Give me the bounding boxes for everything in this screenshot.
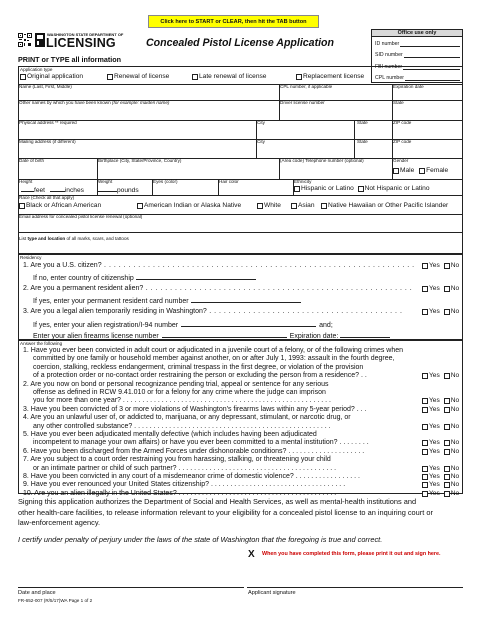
answer-q6-no-checkbox[interactable]: No [444, 448, 459, 456]
gender-field: Gender Male Female [393, 158, 449, 174]
answer-q9-yes-checkbox[interactable]: Yes [422, 481, 440, 489]
eye-color-field[interactable]: Eyes (color) [153, 179, 178, 184]
marks-scars-field[interactable]: List type and location of all marks, scars, and tattoos [19, 236, 129, 241]
residency-q2: 2. Are you a permanent resident alien? . . . . . . . . . . . . . . . . . . . . . . . . . . . . . . . . . . . . . . . . . . . . . . . . . . . . . . . [23, 285, 413, 292]
answer-q6-line: 6. Have you been discharged from the Armed Forces under dishonorable conditions? . . . . . . . . . . . . . . . . . . . . [23, 447, 365, 455]
name-field[interactable]: Name (Last, First, Middle) [19, 84, 72, 89]
pounds-label: pounds [117, 187, 139, 194]
hispanic-checkbox[interactable]: Hispanic or Latino [294, 185, 354, 193]
resident-card-label: If yes, enter your permanent resident card number [33, 298, 189, 305]
other-names-field[interactable] [18, 100, 279, 120]
race-pacific-islander-checkbox[interactable]: Native Hawaiian or Other Pacific Islander [321, 202, 448, 210]
signature-x-mark: X [248, 549, 255, 560]
height-field[interactable]: Height feet inches [19, 179, 84, 194]
race-black-checkbox[interactable]: Black or African American [19, 202, 101, 210]
answer-q2-no-checkbox[interactable]: No [444, 397, 459, 405]
answers-label: Answer the following [20, 341, 63, 346]
residency-q3: 3. Are you a legal alien temporarily residing in Washington? . . . . . . . . . . . . . . . . . . . . . . . . . . . . . . . . . . . . . . . . [23, 308, 403, 315]
answer-q5-line: incompetent to manage your own affairs) or have you ever been committed to a mental institution? . . . . . . . . [33, 439, 369, 447]
answer-q1-line: coercion, stalking, reckless endangerment, criminal trespass in the first degree, or violation of the provision [33, 363, 364, 371]
race-field: Race (Check all that apply) Black or African American American Indian or Alaska Native White Asian Native Hawaiian or Other Pacific Islander [19, 195, 449, 209]
office-field-label: SID number [375, 52, 403, 59]
renewal-checkbox[interactable]: Renewal of license [107, 73, 169, 81]
answer-q6-yes-checkbox[interactable]: Yes [422, 448, 440, 456]
office-field-2[interactable] [375, 52, 460, 58]
answer-q2-yes-checkbox[interactable]: Yes [422, 397, 440, 405]
answer-q9-line: 9. Have you ever renounced your United States citizenship? . . . . . . . . . . . . . . . . . . . . . . . . . . . . . . . . . . . [23, 481, 346, 489]
residency-q1-yes-checkbox[interactable]: Yes [422, 262, 440, 270]
answer-q3-line: 3. Have you been convicted of 3 or more violations of Washington's firearms laws within any 5-year period? . . . [23, 405, 367, 413]
qr-code-icon [18, 33, 32, 47]
answer-q4-yes-checkbox[interactable]: Yes [422, 423, 440, 431]
answer-q5-yes-checkbox[interactable]: Yes [422, 439, 440, 447]
answer-q4-line: 4. Are you an unlawful user of, or addicted to, marijuana, or any depressant, stimulant, or narcotic drug, or [23, 414, 351, 422]
agency-line2: LICENSING [46, 36, 116, 50]
answer-q1-no-checkbox[interactable]: No [444, 372, 459, 380]
cpl-number-field[interactable]: CPL number, if applicable [280, 84, 333, 89]
telephone-field[interactable]: (Area code) Telephone number (optional) [280, 158, 364, 163]
firearms-license-label: Enter your alien firearms license number [33, 333, 159, 340]
signature-line[interactable] [247, 587, 463, 588]
late-renewal-checkbox[interactable]: Late renewal of license [192, 73, 266, 81]
other-names-label: Other names by which you have been known [19, 100, 111, 105]
print-sign-warning: When you have completed this form, please print it out and sign here. [262, 551, 441, 557]
form-number: FR-652-007 (R/5/17)WA Page 1 of 2 [18, 598, 93, 603]
physical-address-field[interactable]: Physical address ** required [19, 120, 77, 125]
answer-q3-yes-checkbox[interactable]: Yes [422, 406, 440, 414]
answer-q5-no-checkbox[interactable]: No [444, 439, 459, 447]
answer-q10-line: 10. Are you an alien illegally in the United States? . . . . . . . . . . . . . . . . . . . . . . . . . . . . . . . . . . . . . . . . . [23, 489, 337, 497]
answer-q3-no-checkbox[interactable]: No [444, 406, 459, 414]
answer-q8-line: 8. Have you been convicted in any court of a misdemeanor crime of domestic violence? . . . . . . . . . . . . . . . . . [23, 473, 360, 480]
mailing-zip-field[interactable]: ZIP code [393, 139, 412, 144]
physical-city-field[interactable]: City [257, 120, 265, 125]
office-use-title: Office use only [372, 30, 462, 37]
office-field-label: FBI number [375, 63, 403, 70]
residency-q2-no-checkbox[interactable]: No [444, 285, 459, 293]
original-application-checkbox[interactable]: Original application [20, 73, 83, 81]
residency-q1-no-checkbox[interactable]: No [444, 262, 459, 270]
email-field[interactable]: Email address for concealed pistol license renewal (optional) [19, 214, 143, 219]
inches-label: inches [64, 187, 84, 194]
answer-q1-line: committed by one family or household member against another, on or after July 1, 1993: assault in the fourth degree, [33, 355, 395, 363]
application-type-label: Application type [20, 67, 53, 72]
applicant-signature-label: Applicant signature [248, 590, 296, 596]
answer-q1-yes-checkbox[interactable]: Yes [422, 372, 440, 380]
residency-q2-yes-checkbox[interactable]: Yes [422, 285, 440, 293]
feet-label: feet [34, 187, 45, 194]
hair-color-field[interactable]: Hair color [219, 179, 239, 184]
alien-registration-input[interactable] [181, 320, 316, 327]
answer-q1-line: of a protection order or no-contact order restraining the person or excluding the person from a residence? . . [33, 372, 367, 380]
date-of-birth-field[interactable]: Date of birth [19, 158, 45, 163]
authorization-paragraph: Signing this application authorizes the Department of Social and Health Services, as well as mental-health institutions and other health-care facilities, to release information relevant to your eligibility for a concealed pistol license to an inquiring court or law-enforcement agency. [18, 497, 433, 528]
weight-field[interactable]: Weight pounds [98, 179, 139, 194]
answer-q8-no-checkbox[interactable]: No [444, 473, 459, 481]
not-hispanic-checkbox[interactable]: Not Hispanic or Latino [358, 185, 430, 193]
answer-q8-yes-checkbox[interactable]: Yes [422, 473, 440, 481]
answer-q7-line: 7. Are you subject to a court order restraining you from harassing, stalking, or threatening your child [23, 456, 331, 464]
print-note: PRINT or TYPE all information [18, 55, 122, 64]
mailing-city-field[interactable]: City [257, 139, 265, 144]
agency-line1: WASHINGTON STATE DEPARTMENT OF [47, 32, 124, 37]
race-white-checkbox[interactable]: White [257, 202, 281, 210]
answer-q1-line: 1. Have you ever been convicted in adult court or adjudicated in a juvenile court of a felony, or of the following crimes when [23, 347, 404, 354]
citizenship-country-input[interactable] [136, 273, 256, 280]
firearms-expiration-input[interactable] [340, 331, 390, 338]
resident-card-input[interactable] [191, 296, 301, 303]
answer-q2-line: 2. Are you now on bond or personal recognizance pending trial, appeal or sentence for any serious [23, 380, 329, 388]
answer-q10-no-checkbox[interactable]: No [444, 490, 459, 498]
answer-q4-line: any other controlled substance? . . . . . . . . . . . . . . . . . . . . . . . . . . . . . . . . . . . . . . . . . . . . . . . . . . . [33, 422, 331, 430]
office-field-label: CPL number [375, 74, 404, 81]
start-clear-button[interactable] [148, 15, 319, 28]
date-place-label: Date and place [18, 590, 56, 596]
form-title: Concealed Pistol License Application [146, 37, 334, 49]
date-place-line[interactable] [18, 587, 244, 588]
race-asian-checkbox[interactable]: Asian [291, 202, 315, 210]
start-clear-label: Click here to START or CLEAR, then hit the TAB button [160, 18, 307, 25]
office-field-label: ID number [375, 41, 400, 47]
license-state-field[interactable]: State [393, 100, 404, 105]
alien-registration-label: If yes, enter your alien registration/I-94 number [33, 322, 179, 329]
application-type-options [20, 73, 365, 83]
residency-q3-no-checkbox[interactable]: No [444, 308, 459, 316]
ethnicity-field: Ethnicity Hispanic or Latino Not Hispanic or Latino [294, 179, 430, 192]
answer-q5-line: 5. Have you ever been adjudicated mentally defective (which includes having been adjudicated [23, 431, 317, 438]
residency-q3-yes-checkbox[interactable]: Yes [422, 308, 440, 316]
residency-label: Residency [20, 255, 42, 260]
answer-q2-line: offense as defined in RCW 9.41.010 or for a felony for any crime where the judge can imprison [33, 389, 326, 396]
physical-state-field[interactable]: State [357, 120, 368, 125]
citizenship-country-label: If no, enter country of citizenship [33, 275, 134, 282]
firearms-license-input[interactable] [162, 331, 287, 338]
gender-female-checkbox[interactable]: Female [419, 167, 448, 175]
mailing-state-field[interactable]: State [357, 139, 368, 144]
driver-license-field[interactable]: Driver license number [280, 100, 325, 105]
race-native-american-checkbox[interactable]: American Indian or Alaska Native [137, 202, 241, 210]
answer-q7-yes-checkbox[interactable]: Yes [422, 465, 440, 473]
answer-q2-line: you for more than one year? . . . . . . . . . . . . . . . . . . . . . . . . . . . . . . . . . . . . . . . . . . . . . . . . . . . . . . [33, 397, 331, 405]
replacement-checkbox[interactable]: Replacement license [296, 73, 364, 81]
gender-male-checkbox[interactable]: Male [393, 167, 414, 175]
perjury-certification: I certify under penalty of perjury under the laws of the state of Washington that the foregoing is true and correct. [18, 535, 383, 544]
answer-q7-no-checkbox[interactable]: No [444, 465, 459, 473]
residency-q1: 1. Are you a U.S. citizen? . . . . . . . . . . . . . . . . . . . . . . . . . . . . . . . . . . . . . . . . . . . . . . . . . . . . . . . . . . . . . . . . [23, 262, 415, 269]
answer-q4-no-checkbox[interactable]: No [444, 423, 459, 431]
answer-q10-yes-checkbox[interactable]: Yes [422, 490, 440, 498]
birthplace-field[interactable]: Birthplace (City, State/Province, Country) [98, 158, 182, 163]
mailing-address-field[interactable]: Mailing address (if different) [19, 139, 76, 144]
dol-logo [18, 30, 136, 50]
other-names-example: (for example: maiden name) [111, 100, 170, 105]
office-field-1[interactable] [375, 41, 460, 47]
dol-emblem-icon [35, 33, 45, 47]
answer-q9-no-checkbox[interactable]: No [444, 481, 459, 489]
answer-q7-line: or an intimate partner or child of such partner? . . . . . . . . . . . . . . . . . . . . . . . . . . . . . . . . . . . . . . . . . [33, 464, 337, 472]
physical-zip-field[interactable]: ZIP code [393, 120, 412, 125]
expiration-date-field[interactable]: Expiration date [393, 84, 424, 89]
